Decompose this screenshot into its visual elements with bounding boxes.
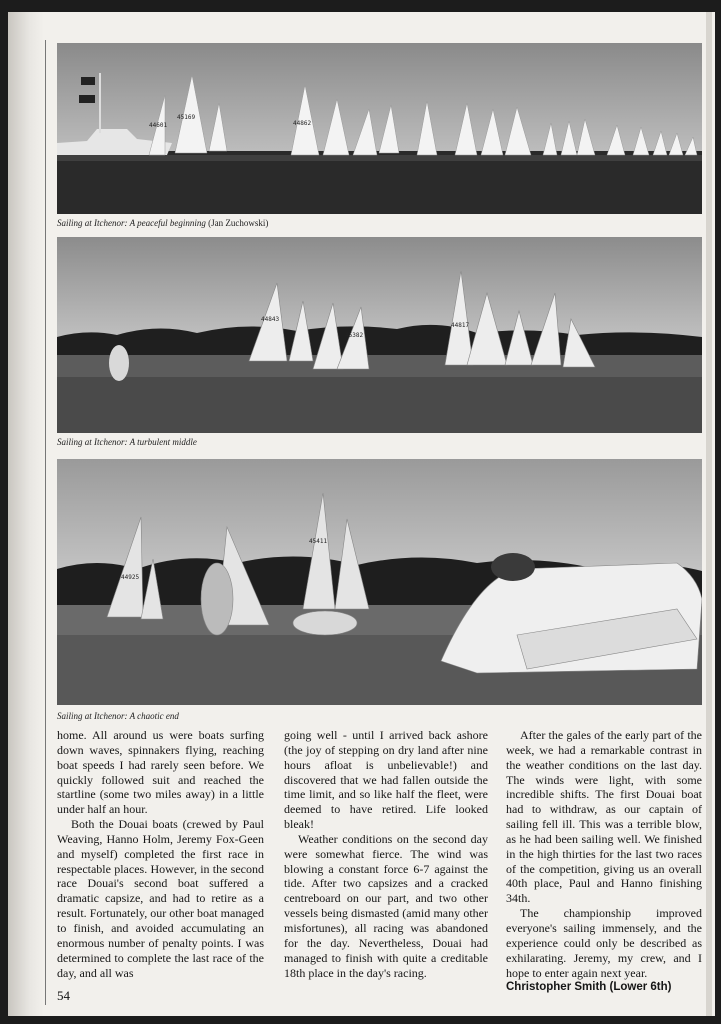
sail-number: 44862 bbox=[293, 120, 312, 127]
page-number: 54 bbox=[57, 988, 70, 1003]
page-spine-shadow bbox=[8, 12, 44, 1016]
article-column-3 bbox=[506, 728, 702, 995]
caption-text: Sailing at Itchenor: A peaceful beginning bbox=[57, 218, 206, 228]
sail-number: 45411 bbox=[309, 538, 328, 545]
caption-photo-1 bbox=[57, 218, 268, 228]
photo-turbulent-middle bbox=[57, 237, 702, 433]
sail-number: 44843 bbox=[261, 316, 280, 323]
page-edge bbox=[706, 12, 712, 1016]
caption-photo-3 bbox=[57, 711, 179, 721]
paragraph: The championship improved everyone's sailing immensely, and the experience could only be described as exhilarating. Jeremy, my crew, and I hope to enter again next year. bbox=[506, 906, 702, 980]
paragraph: going well - until I arrived back ashore (the joy of stepping on dry land after nine hours afloat is unbelievable!) and discovered that we had fallen outside the time limit, and so like half the fleet, were deemed to have retired. Life looked bleak! bbox=[284, 728, 488, 832]
photo-peaceful-beginning bbox=[57, 43, 702, 214]
article-column-1 bbox=[57, 728, 264, 980]
margin-rule bbox=[45, 40, 46, 1005]
caption-text: Sailing at Itchenor: A turbulent middle bbox=[57, 437, 197, 447]
sail-number: 44601 bbox=[149, 122, 168, 129]
sail-number: 45169 bbox=[177, 114, 196, 121]
paragraph: After the gales of the early part of the week, we had a remarkable contrast in the weather conditions on the last day. The winds were light, with some incredible shifts. The first Douai boat had to withdraw, as our captain of sailing fell ill. This was a terrible blow, as he had been sailing well. We finished in the high thirties for the last two races of the competition, giving us an overall 40th place, Paul and Hanno finishing 34th. bbox=[506, 728, 702, 906]
paragraph: Weather conditions on the second day were somewhat fierce. The wind was blowing a constant force 6-7 against the tide. After two capsizes and a cracked centreboard on our part, and two other vessels being dismasted (amid many other misfortunes), all racing was abandoned for the day. Nevertheless, Douai had managed to finish with quite a creditable 18th place in the day's racing. bbox=[284, 831, 488, 980]
photo-credit: (Jan Zuchowski) bbox=[208, 218, 269, 228]
caption-photo-2 bbox=[57, 437, 197, 447]
photo-chaotic-end bbox=[57, 459, 702, 705]
paragraph: Both the Douai boats (crewed by Paul Weaving, Hanno Holm, Jeremy Fox-Geen and myself) completed the first race in respectable places. However, in the second race Douai's second boat suffered a dramatic capsize, and had to retire as a result. Fortunately, our other boat managed to finish, and avoided accumulating an enormous number of penalty points. I was determined to complete the last race of the day, and all was bbox=[57, 817, 264, 980]
sail-number: 44817 bbox=[451, 322, 470, 329]
sail-number: 44925 bbox=[121, 574, 140, 581]
caption-text: Sailing at Itchenor: A chaotic end bbox=[57, 711, 179, 721]
paragraph: home. All around us were boats surfing down waves, spinnakers flying, reaching boat speeds I had rarely seen before. We quickly followed suit and reached the startline (some two miles away) in a little under half an hour. bbox=[57, 728, 264, 817]
author-signature: Christopher Smith (Lower 6th) bbox=[506, 981, 672, 994]
article-column-2 bbox=[284, 728, 488, 980]
sail-number: 45382 bbox=[345, 332, 364, 339]
